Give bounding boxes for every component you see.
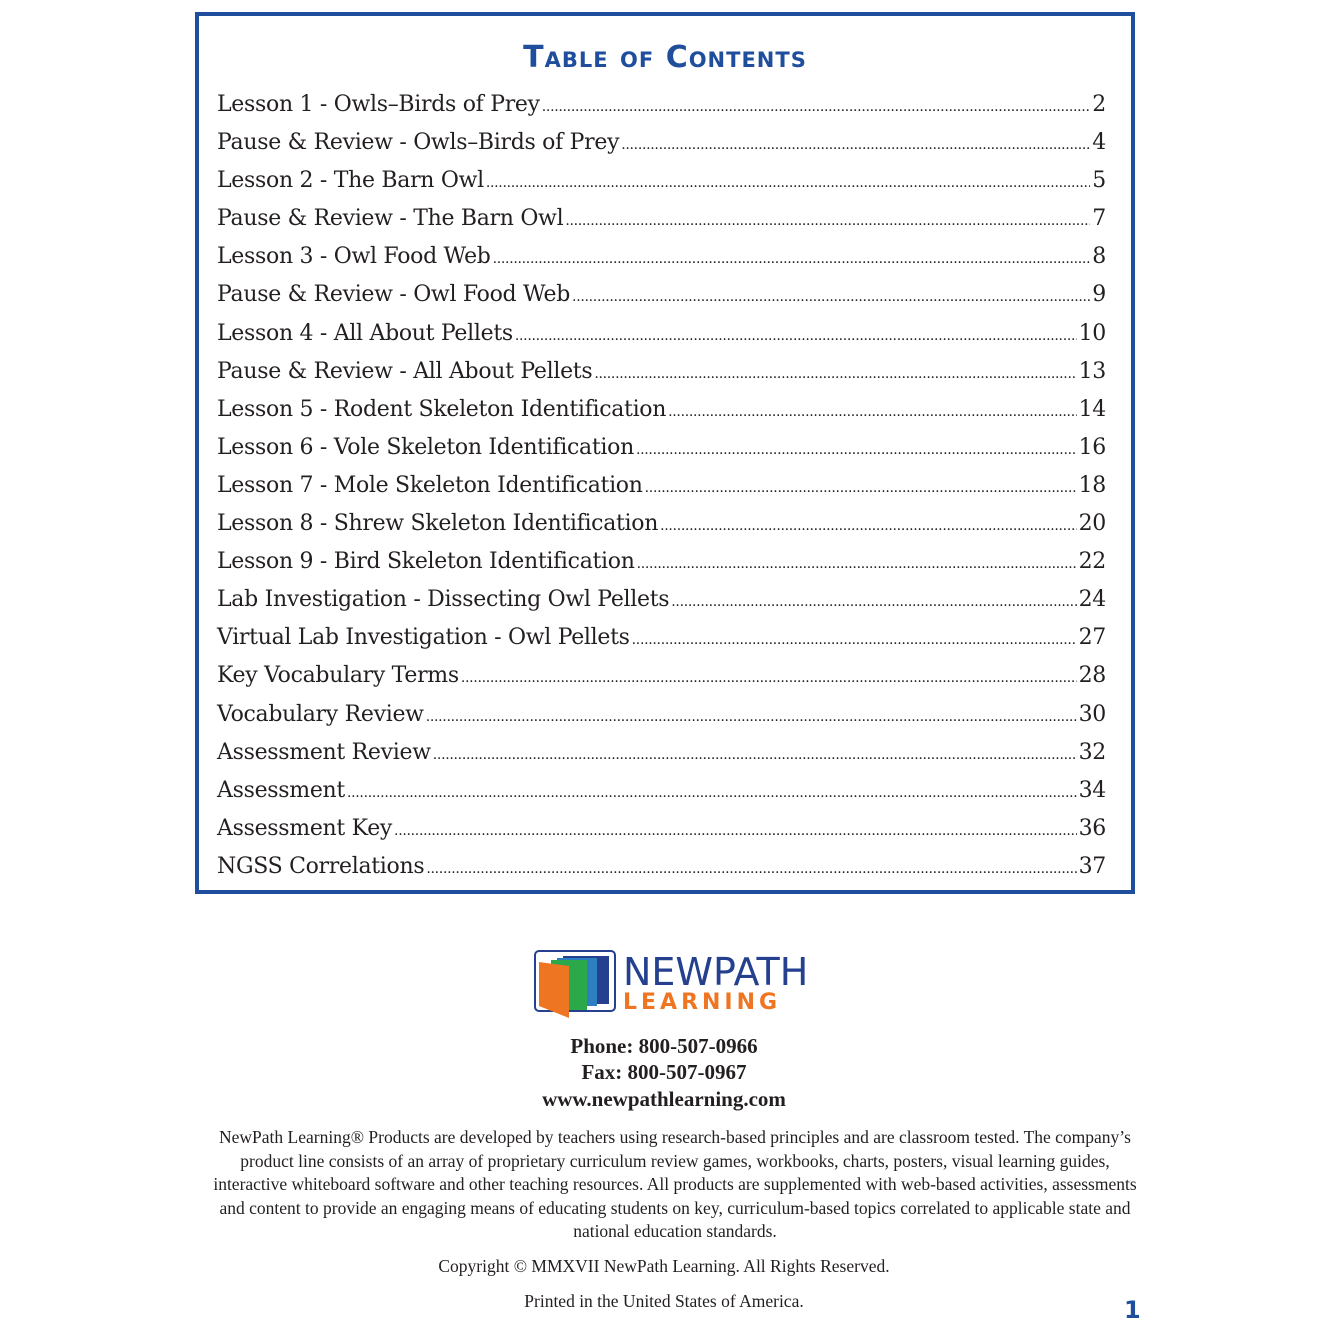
dot-leader — [515, 328, 1077, 344]
toc-title: Table of Contents — [523, 40, 807, 75]
toc-entry-label: Assessment Key — [217, 815, 393, 841]
toc-entry-label: Lesson 6 - Vole Skeleton Identification — [217, 434, 634, 460]
toc-entry-page: 7 — [1092, 206, 1106, 232]
toc-entry-label: Assessment Review — [217, 739, 431, 765]
toc-entry-label: Key Vocabulary Terms — [217, 663, 459, 689]
toc-entry-page: 36 — [1078, 815, 1106, 841]
toc-entry — [217, 359, 1106, 397]
dot-leader — [542, 99, 1091, 115]
toc-entry — [217, 244, 1106, 282]
copyright-notice: Copyright © MMXVII NewPath Learning. All Rights Reserved. — [438, 1256, 890, 1276]
dot-leader — [671, 594, 1076, 610]
toc-entry — [217, 702, 1106, 740]
toc-entry — [217, 321, 1106, 359]
toc-entry-page: 13 — [1078, 358, 1106, 384]
toc-entry-label: Lesson 3 - Owl Food Web — [217, 244, 491, 270]
website-url: www.newpathlearning.com — [542, 1087, 786, 1111]
toc-entry-page: 14 — [1078, 396, 1106, 422]
toc-entry-label: Lesson 8 - Shrew Skeleton Identification — [217, 511, 659, 537]
dot-leader — [433, 747, 1077, 763]
toc-entry — [217, 130, 1106, 168]
fax-number: Fax: 800-507-0967 — [581, 1060, 747, 1084]
toc-entry-label: Lesson 4 - All About Pellets — [217, 320, 513, 346]
newpath-logo — [533, 948, 833, 1020]
toc-entry-page: 20 — [1078, 511, 1106, 537]
toc-entry-label: Vocabulary Review — [217, 701, 424, 727]
toc-entry — [217, 816, 1106, 854]
toc-entry — [217, 549, 1106, 587]
toc-entry-page: 24 — [1078, 587, 1106, 613]
toc-entry — [217, 663, 1106, 701]
printed-notice: Printed in the United States of America. — [524, 1291, 804, 1311]
dot-leader — [621, 137, 1090, 153]
toc-entry — [217, 168, 1106, 206]
dot-leader — [668, 404, 1076, 420]
toc-entry-label: Assessment — [217, 777, 345, 803]
toc-entry-page: 32 — [1078, 739, 1106, 765]
toc-entry-page: 30 — [1078, 701, 1106, 727]
company-description: NewPath Learning® Products are developed by teachers using research-based principles and are classroom tested. The company’s product line consists of an array of proprietary curriculum review games, workbooks, charts, posters, visual learning guides, interactive whiteboard software and other teaching resources. All products are supplemented with web-based activities, assessments and content to provide an engaging means of educating students on key, curriculum-based topics correlated to applicable state and national education standards. — [213, 1127, 1137, 1242]
toc-entry-label: Pause & Review - Owls–Birds of Prey — [217, 130, 620, 156]
toc-entry — [217, 511, 1106, 549]
dot-leader — [493, 251, 1091, 267]
toc-entry-label: Lesson 7 - Mole Skeleton Identification — [217, 472, 643, 498]
dot-leader — [636, 442, 1077, 458]
dot-leader — [426, 861, 1076, 877]
toc-entry — [217, 625, 1106, 663]
toc-entry-page: 10 — [1078, 320, 1106, 346]
dot-leader — [565, 213, 1090, 229]
toc-entry — [217, 587, 1106, 625]
toc-entry-page: 28 — [1078, 663, 1106, 689]
toc-entry-label: Virtual Lab Investigation - Owl Pellets — [217, 625, 630, 651]
dot-leader — [347, 785, 1077, 801]
page-number: 1 — [1124, 1296, 1141, 1324]
toc-entry-page: 5 — [1092, 168, 1106, 194]
toc-entry-label: Lesson 1 - Owls–Birds of Prey — [217, 92, 540, 117]
toc-entry — [217, 206, 1106, 244]
dot-leader — [637, 556, 1077, 572]
dot-leader — [394, 823, 1077, 839]
toc-entry-page: 4 — [1092, 130, 1106, 156]
dot-leader — [645, 480, 1077, 496]
toc-entry-page: 16 — [1078, 434, 1106, 460]
toc-entry-page: 34 — [1078, 777, 1106, 803]
logo-learning-text: LEARNING — [623, 990, 782, 1015]
dot-leader — [572, 289, 1090, 305]
dot-leader — [426, 709, 1077, 725]
toc-entry — [217, 92, 1106, 130]
toc-entry — [217, 740, 1106, 778]
toc-entry — [217, 397, 1106, 435]
toc-entry-label: Pause & Review - The Barn Owl — [217, 206, 564, 232]
toc-entry-page: 37 — [1078, 853, 1106, 879]
toc-entry — [217, 778, 1106, 816]
toc-entry-label: Lesson 9 - Bird Skeleton Identification — [217, 549, 635, 575]
toc-entry-page: 9 — [1092, 282, 1106, 308]
toc-entry — [217, 854, 1106, 892]
book-icon — [533, 948, 618, 1020]
dot-leader — [486, 175, 1090, 191]
toc-entry-label: NGSS Correlations — [217, 853, 425, 879]
toc-entry — [217, 435, 1106, 473]
toc-entry — [217, 282, 1106, 320]
toc-entry-page: 18 — [1078, 472, 1106, 498]
dot-leader — [594, 366, 1076, 382]
toc-entry-page: 22 — [1078, 549, 1106, 575]
toc-entry-page: 2 — [1092, 92, 1106, 117]
toc-entry-label: Pause & Review - All About Pellets — [217, 358, 593, 384]
logo-newpath-text: NEWPATH — [623, 950, 809, 994]
toc-entry-page: 8 — [1092, 244, 1106, 270]
table-of-contents — [195, 12, 1135, 894]
toc-entry — [217, 473, 1106, 511]
phone-number: Phone: 800-507-0966 — [570, 1034, 758, 1058]
toc-entry-label: Lab Investigation - Dissecting Owl Pellets — [217, 587, 670, 613]
toc-entry-label: Lesson 5 - Rodent Skeleton Identification — [217, 396, 667, 422]
toc-list — [217, 92, 1106, 892]
toc-entry-label: Pause & Review - Owl Food Web — [217, 282, 571, 308]
dot-leader — [660, 518, 1076, 534]
toc-entry-label: Lesson 2 - The Barn Owl — [217, 168, 484, 194]
toc-entry-page: 27 — [1078, 625, 1106, 651]
dot-leader — [461, 670, 1077, 686]
dot-leader — [632, 632, 1077, 648]
